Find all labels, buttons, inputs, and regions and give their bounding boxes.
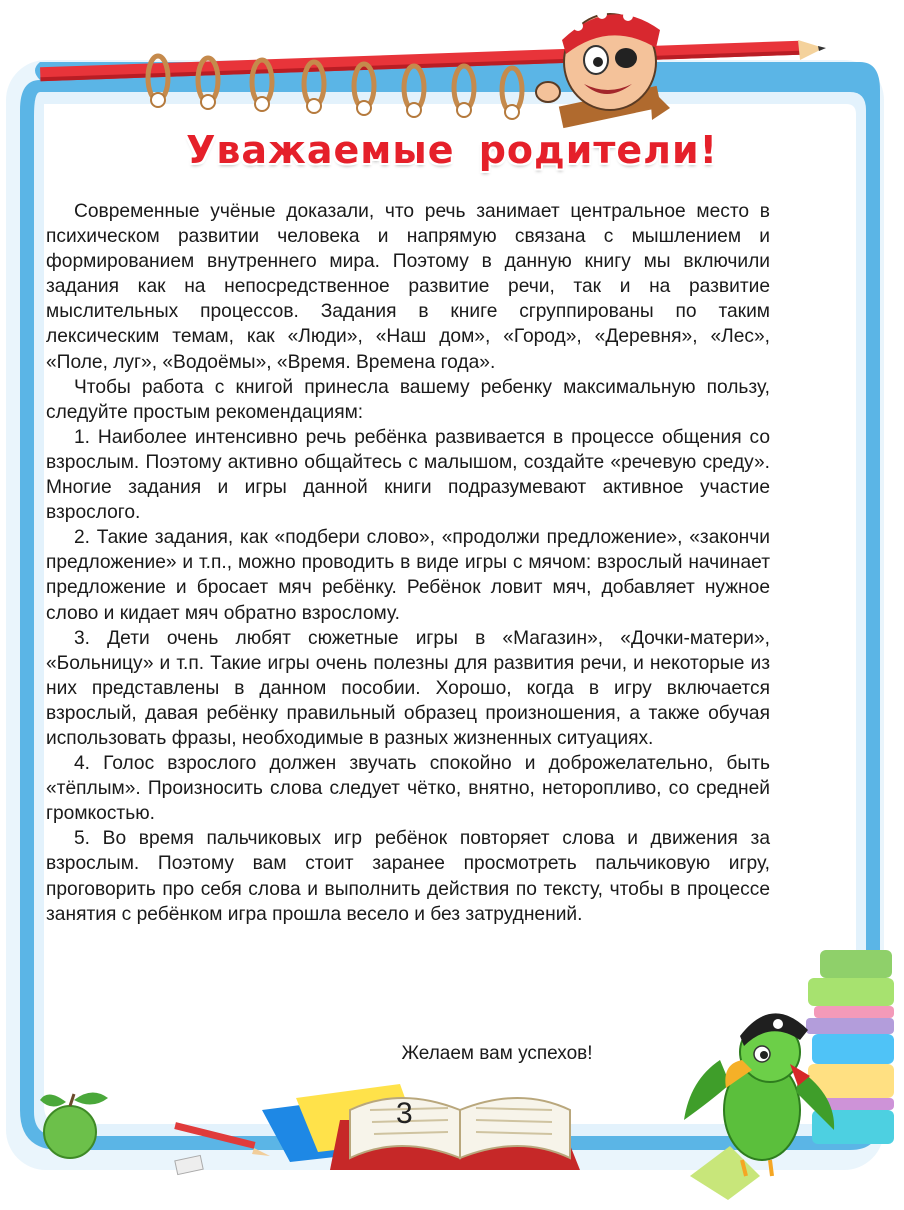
- closing-wish: Желаем вам успехов!: [401, 1043, 593, 1064]
- recommendation-3: 3. Дети очень любят сюжетные игры в «Магазин», «Дочки-матери», «Больницу» и т.п. Такие игры очень полезны для развития речи, и некоторые из них представлены в данном пособии. Хорошо, когда в игру включается взрослый, давая ребёнку правильный образец произношения, а также обучая использовать фразы, необходимые в разных жизненных ситуациях.: [46, 627, 770, 749]
- page-number: 3: [396, 1097, 413, 1130]
- recommendation-1: 1. Наиболее интенсивно речь ребёнка развивается в процессе общения со взрослым. Поэтому активно общайтесь с малышом, создайте «речевую среду». Многие задания и игры данной книги подразумевают активное участие взрослого.: [46, 426, 770, 524]
- page-title: Уважаемые родители!: [186, 128, 718, 172]
- paragraph-recommendations-lead: Чтобы работа с книгой принесла вашему ребенку максимальную пользу, следуйте простым рекомендациям:: [46, 376, 770, 423]
- recommendation-4: 4. Голос взрослого должен звучать спокойно и доброжелательно, быть «тёплым». Произносить слова следует чётко, внятно, неторопливо, со средней громкостью.: [46, 753, 770, 825]
- paragraph-intro: Современные учёные доказали, что речь занимает центральное место в психическом развитии человека и напрямую связана с мышлением и формированием внутреннего мира. Поэтому в данную книгу мы включили задания как на непосредственное развитие речи, так и на развитие мыслительных процессов. Задания в книге сгруппированы по таким лексическим темам, как «Люди», «Наш дом», «Город», «Деревня», «Лес», «Поле, луг», «Водоёмы», «Время. Времена года».: [46, 201, 770, 373]
- recommendation-2: 2. Такие задания, как «подбери слово», «продолжи предложение», «закончи предложение» и т.п., можно проводить в виде игры с мячом: взрослый начинает предложение и бросает мяч ребёнку. Ребёнок ловит мяч, добавляет нужное слово и кидает мяч обратно взрослому.: [46, 527, 770, 624]
- recommendation-5: 5. Во время пальчиковых игр ребёнок повторяет слова и движения за взрослым. Поэтому вам стоит заранее просмотреть пальчиковую игру, проговорить про себя слова и выполнить действия по тексту, чтобы в процессе занятия с ребёнком игра прошла весело и без затруднений.: [46, 828, 770, 925]
- body-text: [46, 199, 770, 927]
